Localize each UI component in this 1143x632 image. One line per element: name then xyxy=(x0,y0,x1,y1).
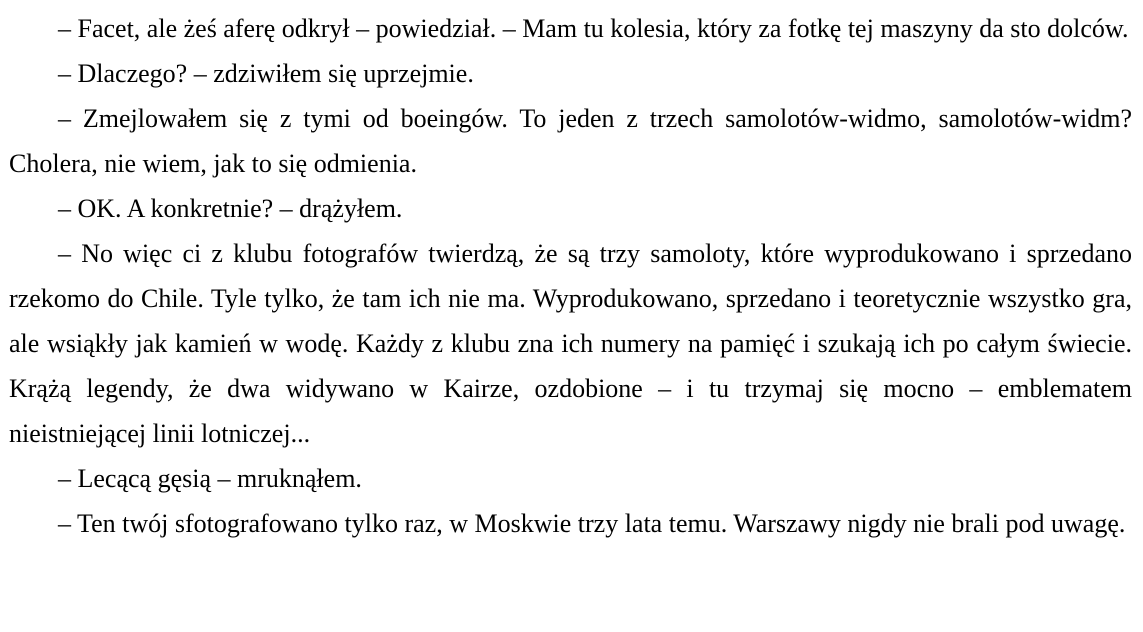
paragraph-2: – Dlaczego? – zdziwiłem się uprzejmie. xyxy=(58,59,474,88)
paragraph-3: – Zmejlowałem się z tymi od boeingów. To jeden z trzech samolotów-widmo, samolotów-widm? Cholera, nie wiem, jak to się odmienia. xyxy=(9,104,1132,178)
paragraph-4: – OK. A konkretnie? – drążyłem. xyxy=(58,194,403,223)
paragraph-5: – No więc ci z klubu fotografów twierdzą, że są trzy samoloty, które wyprodukowano i sprzedano rzekomo do Chile. Tyle tylko, że tam ich nie ma. Wyprodukowano, sprzedano i teoretycznie wszystko gra, ale wsiąkły jak kamień w wodę. Każdy z klubu zna ich numery na pamięć i szukają ich po całym świecie. Krążą legendy, że dwa widywano w Kairze, ozdobione – i tu trzymaj się mocno – emblematem nieistniejącej linii lotniczej... xyxy=(9,239,1132,448)
paragraph-6: – Lecącą gęsią – mruknąłem. xyxy=(58,464,362,493)
paragraph-7: – Ten twój sfotografowano tylko raz, w Moskwie trzy lata temu. Warszawy nigdy nie brali pod uwagę. xyxy=(58,509,1126,538)
paragraph-1: – Facet, ale żeś aferę odkrył – powiedział. – Mam tu kolesia, który za fotkę tej maszyny da sto dolców. xyxy=(58,14,1129,43)
